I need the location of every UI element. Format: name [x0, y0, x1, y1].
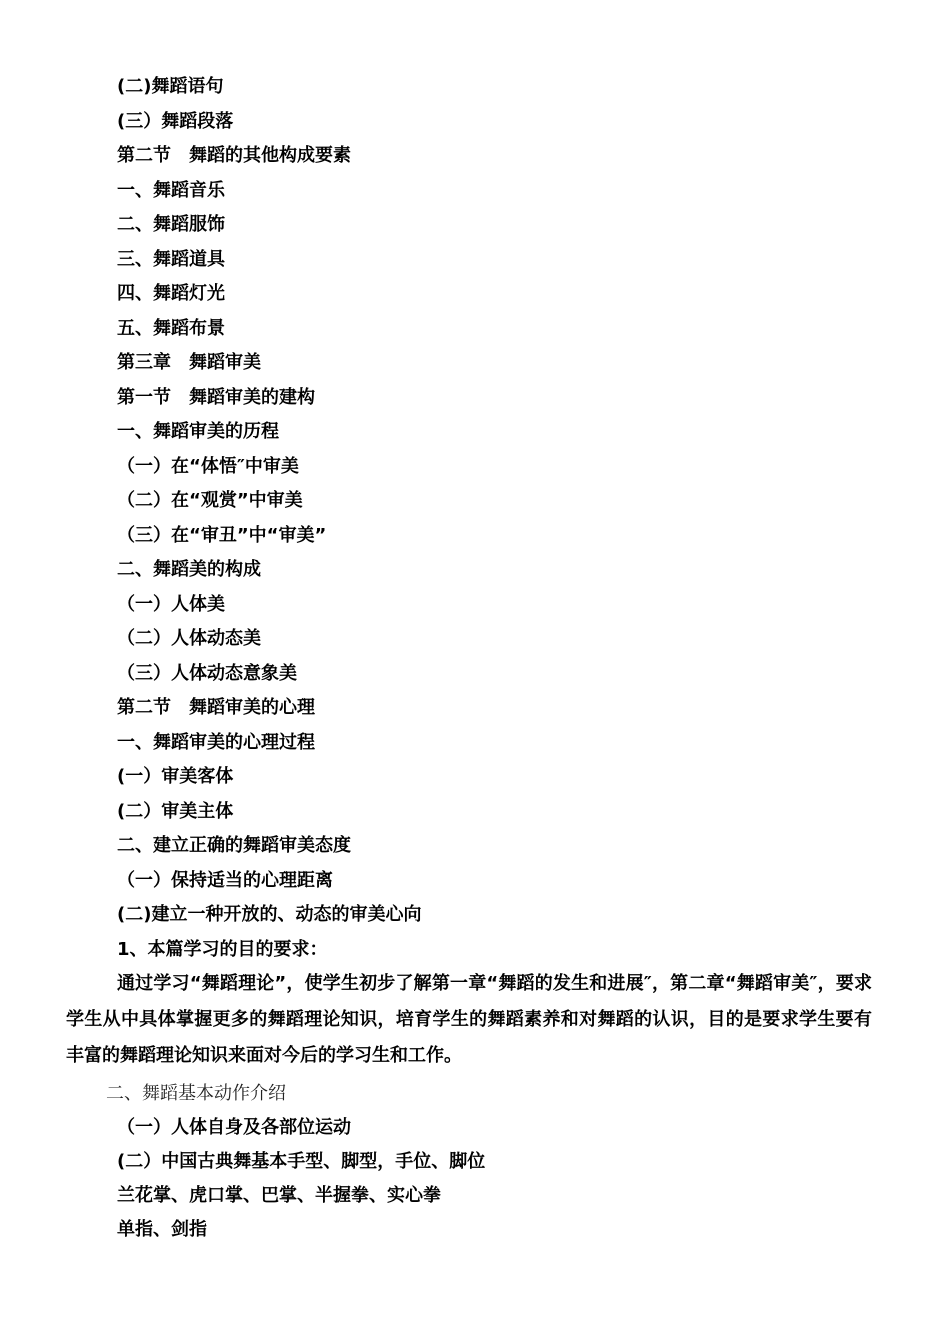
outline-line: （一）在“体悟″中审美: [117, 456, 299, 477]
outline-line: 1、本篇学习的目的要求：: [117, 939, 328, 960]
outline-line: (三）舞蹈段落: [117, 111, 234, 132]
chapter-heading: 第三章 舞蹈审美: [117, 352, 261, 373]
outline-line: 三、舞蹈道具: [117, 249, 225, 270]
section-heading: 第一节 舞蹈审美的建构: [117, 387, 315, 408]
body-paragraph: 通过学习“舞蹈理论”，使学生初步了解第一章“舞蹈的发生和进展″，第二章“舞蹈审美″，要求学生从中具体掌握更多的舞蹈理论知识，培育学生的舞蹈素养和对舞蹈的认识，目的是要求学生要有丰富的舞蹈理论知识来面对今后的学习生和工作。: [66, 973, 872, 1066]
outline-line: （二）人体动态美: [117, 628, 261, 649]
outline-line: (二）审美主体: [117, 801, 234, 822]
section-heading: 第二节 舞蹈的其他构成要素: [117, 145, 351, 166]
outline-line: （三）人体动态意象美: [117, 663, 297, 684]
outline-line: （一）人体自身及各部位运动: [117, 1117, 351, 1138]
outline-line: 四、舞蹈灯光: [117, 283, 225, 304]
outline-line: 单指、剑指: [117, 1219, 207, 1240]
outline-line: 一、舞蹈审美的心理过程: [117, 732, 315, 753]
outline-line: 兰花掌、虎口掌、巴掌、半握拳、实心拳: [117, 1185, 441, 1206]
outline-line: (二）中国古典舞基本手型、脚型，手位、脚位: [117, 1151, 486, 1172]
outline-line: 一、舞蹈审美的历程: [117, 421, 279, 442]
outline-line: 一、舞蹈音乐: [117, 180, 225, 201]
outline-line: 二、建立正确的舞蹈审美态度: [117, 835, 351, 856]
outline-line: 二、舞蹈美的构成: [117, 559, 261, 580]
outline-line: (一）审美客体: [117, 766, 234, 787]
outline-line: (二)舞蹈语句: [117, 76, 224, 97]
outline-line: （一）人体美: [117, 594, 225, 615]
outline-line: 二、舞蹈服饰: [117, 214, 225, 235]
section-heading: 第二节 舞蹈审美的心理: [117, 697, 315, 718]
section-heading-light: 二、舞蹈基本动作介绍: [106, 1083, 286, 1104]
outline-line: （二）在“观赏”中审美: [117, 490, 303, 511]
outline-line: （一）保持适当的心理距离: [117, 870, 333, 891]
outline-line: (二)建立一种开放的、动态的审美心向: [117, 904, 422, 925]
outline-line: 五、舞蹈布景: [117, 318, 225, 339]
outline-line: （三）在“审丑”中“审美”: [117, 525, 327, 546]
